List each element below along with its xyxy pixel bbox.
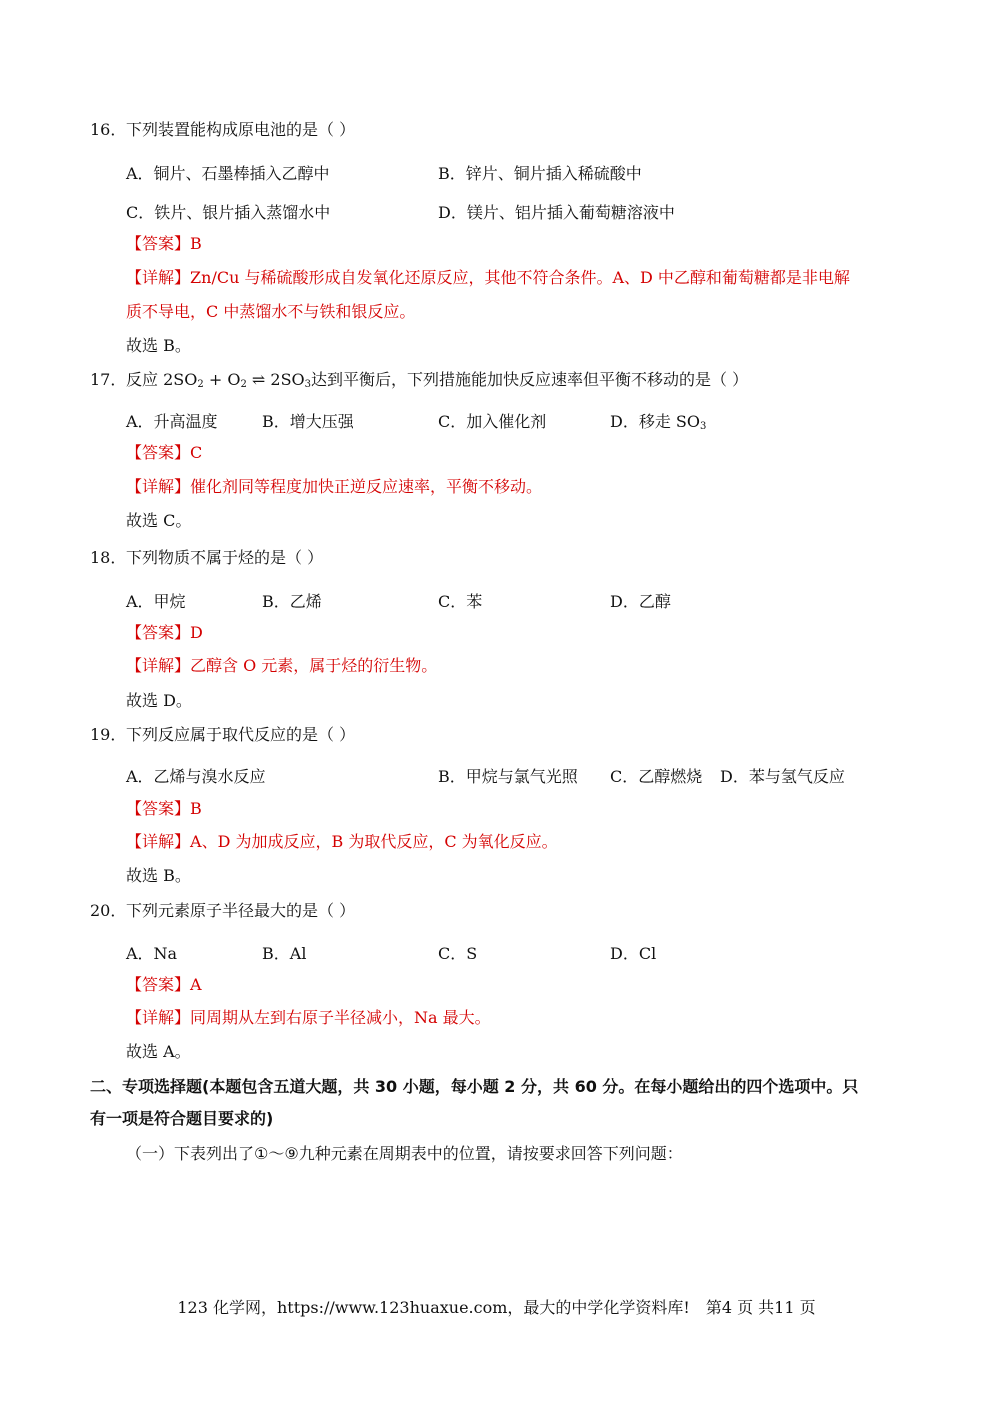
- option-d: D．镁片、铝片插入葡萄糖溶液中: [438, 203, 675, 222]
- detail-text: Zn/Cu 与稀硫酸形成自发氧化还原反应，其他不符合条件。A、D 中乙醇和葡萄糖都是非电解: [190, 268, 850, 287]
- answer-value: B: [190, 799, 202, 818]
- option-a: A．乙烯与溴水反应: [126, 767, 266, 786]
- stem-part: + O: [203, 370, 241, 389]
- option-c: C．S: [438, 944, 478, 963]
- option-a: A．铜片、石墨棒插入乙醇中: [126, 164, 330, 183]
- section-heading: 二、专项选择题(本题包含五道大题，共 30 小题，每小题 2 分，共 60 分。在每小题给出的四个选项中。只: [90, 1077, 859, 1096]
- section-intro: （一）下表列出了①～⑨九种元素在周期表中的位置，请按要求回答下列问题：: [126, 1144, 683, 1163]
- detail-line: [126, 1007, 491, 1029]
- question-text: 下列元素原子半径最大的是（ ）: [126, 901, 356, 920]
- answer-value: A: [190, 975, 202, 994]
- detail-label: 【详解】: [126, 832, 191, 851]
- option-a: A．升高温度: [126, 412, 218, 431]
- stem-part: 达到平衡后，下列措施能加快反应速率但平衡不移动的是（ ）: [311, 370, 749, 389]
- detail-line: [126, 267, 850, 289]
- question-text: 下列装置能构成原电池的是（ ）: [126, 120, 356, 139]
- question-number: 18．: [90, 548, 127, 567]
- option-d: D．乙醇: [610, 592, 671, 611]
- subscript: 3: [700, 421, 707, 432]
- conclusion: 故选 B。: [126, 866, 191, 885]
- option-d: [610, 411, 706, 438]
- option-a: A．甲烷: [126, 592, 186, 611]
- answer-value: B: [190, 234, 202, 253]
- option-b: B．增大压强: [262, 412, 354, 431]
- answer-value: D: [190, 623, 203, 642]
- detail-text-continued: 质不导电，C 中蒸馏水不与铁和银反应。: [126, 302, 416, 321]
- answer-label: 【答案】: [126, 443, 191, 462]
- detail-text: 催化剂同等程度加快正逆反应速率，平衡不移动。: [190, 477, 543, 496]
- question-number: 19．: [90, 725, 127, 744]
- detail-label: 【详解】: [126, 1008, 191, 1027]
- answer-label: 【答案】: [126, 234, 191, 253]
- subscript: 2: [240, 379, 247, 390]
- option-b: B．Al: [262, 944, 307, 963]
- question-text: 下列物质不属于烃的是（ ）: [126, 548, 324, 567]
- section-heading-continued: 有一项是符合题目要求的): [90, 1109, 274, 1128]
- detail-label: 【详解】: [126, 477, 191, 496]
- conclusion: 故选 D。: [126, 691, 192, 710]
- detail-line: [126, 831, 558, 853]
- option-c: C．铁片、银片插入蒸馏水中: [126, 203, 331, 222]
- answer-label: 【答案】: [126, 799, 191, 818]
- option-b: B．甲烷与氯气光照: [438, 767, 578, 786]
- answer-line: [126, 622, 203, 644]
- answer-line: [126, 233, 202, 255]
- stem-part: 反应 2SO: [126, 370, 198, 389]
- option-a: A．Na: [126, 944, 178, 963]
- option-c: C．乙醇燃烧: [610, 767, 703, 786]
- option-b: B．乙烯: [262, 592, 322, 611]
- detail-label: 【详解】: [126, 656, 191, 675]
- option-text: D．移走 SO: [610, 412, 700, 431]
- option-d: D．苯与氢气反应: [720, 767, 845, 786]
- page-footer: 123 化学网，https://www.123huaxue.com，最大的中学化学资料库! 第4 页 共11 页: [177, 1298, 816, 1317]
- answer-value: C: [190, 443, 203, 462]
- answer-label: 【答案】: [126, 975, 191, 994]
- question-number: 20．: [90, 901, 127, 920]
- subscript: 2: [197, 379, 204, 390]
- option-c: C．加入催化剂: [438, 412, 547, 431]
- question-number: 17．: [90, 370, 127, 389]
- answer-line: [126, 442, 202, 464]
- question-text: [126, 369, 748, 396]
- detail-label: 【详解】: [126, 268, 191, 287]
- detail-text: 乙醇含 O 元素，属于烃的衍生物。: [190, 656, 438, 675]
- answer-label: 【答案】: [126, 623, 191, 642]
- answer-line: [126, 798, 202, 820]
- answer-line: [126, 974, 202, 996]
- detail-line: [126, 655, 437, 677]
- detail-text: 同周期从左到右原子半径减小，Na 最大。: [190, 1008, 491, 1027]
- conclusion: 故选 B。: [126, 336, 191, 355]
- subscript: 3: [304, 379, 312, 390]
- question-text: 下列反应属于取代反应的是（ ）: [126, 725, 356, 744]
- stem-part: ⇌ 2SO: [246, 370, 305, 389]
- option-d: D．Cl: [610, 944, 657, 963]
- question-number: 16．: [90, 120, 127, 139]
- option-c: C．苯: [438, 592, 483, 611]
- detail-line: [126, 476, 542, 498]
- conclusion: 故选 C。: [126, 511, 192, 530]
- detail-text: A、D 为加成反应，B 为取代反应，C 为氧化反应。: [190, 832, 558, 851]
- option-b: B．锌片、铜片插入稀硫酸中: [438, 164, 642, 183]
- conclusion: 故选 A。: [126, 1042, 191, 1061]
